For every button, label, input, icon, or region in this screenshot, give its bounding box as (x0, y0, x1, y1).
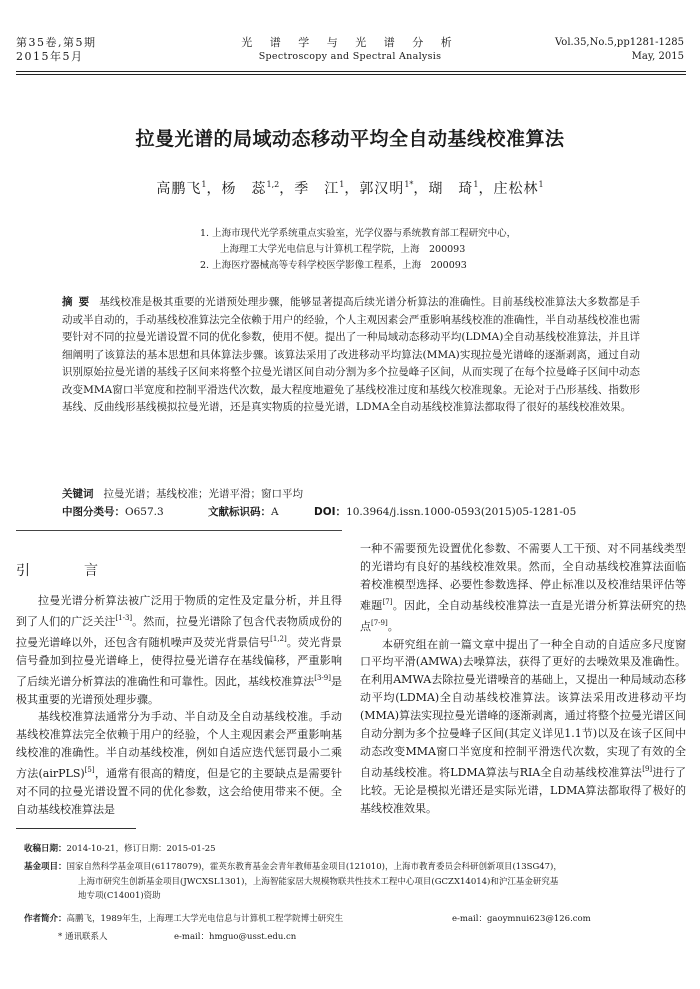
author-affil-mark: 1 (538, 180, 544, 189)
doc-code-label: 文献标识码： (208, 506, 271, 518)
abstract-text: 基线校准是极其重要的光谱预处理步骤，能够显著提高后续光谱分析算法的准确性。目前基线校准算法大多数都是手动或半自动的，手动基线校准算法完全依赖于用户的经验，个人主观因素会严重影响基线校准的准确性，半自动基线校准也需要针对不同的拉曼光谱设置不同的优化参数，使用不便。提出了一种局域动态移动平均(LDMA)全自动基线校准算法，并且详细阐明了该算法的基本思想和具体算法步骤。该算法采用了改进移动平均算法(MMA)实现拉曼光谱峰的逐渐剥离，通过自动识别原始拉曼光谱的基线子区间来将整个拉曼光谱区间自动分割为多个拉曼峰子区间，从而实现了在每个拉曼峰子区间中动态改变MMA窗口半宽度和控制平滑迭代次数，最大程度地避免了基线校准过度和基线欠校准现象。无论对于凸形基线、指数形基线、反曲线形基线模拟拉曼光谱，还是真实物质的拉曼光谱，LDMA全自动基线校准算法都取得了很好的基线校准效果。 (62, 296, 641, 413)
header-rule-thin (16, 74, 686, 75)
author-name: 杨 蕊 (221, 181, 267, 197)
citation: [1,2] (270, 634, 287, 643)
footnote-funding (24, 860, 684, 904)
text-run: 本研究组在前一篇文章中提出了一种全自动的自适应多尺度窗口平均平滑(AMWA)去噪算法，获得了更好的去噪效果及准确性。在利用AMWA去除拉曼光谱噪音的基础上，又提出一种局域动态移动平均(LDMA)全自动基线校准算法。该算法采用改进移动平均(MMA)算法实现拉曼光谱峰的逐渐剥离，通过将整个拉曼光谱区间自动分割为多个拉曼峰子区间(其定义详见1.1节)以及在该子区间中动态改变MMA窗口半宽度和控制平滑迭代次数，实现了有效的全自动基线校准。将LDMA算法与RIA全自动基线校准算法 (360, 637, 686, 779)
affiliation-1-cont: 上海理工大学光电信息与计算机工程学院，上海 200093 (220, 244, 466, 255)
text-run: 。荧光背景信号叠加到拉曼光谱峰上，使得拉曼光谱存在基线偏移，严重影响了后续光谱分析算法的准确性和可靠性。因此，基线校准算法 (16, 635, 342, 688)
citation: [3-9] (314, 673, 331, 682)
citation: [1-3] (115, 613, 133, 622)
footnote-received (24, 842, 684, 857)
citation: [7] (382, 597, 393, 606)
article-title: 拉曼光谱的局域动态移动平均全自动基线校准算法 (135, 128, 565, 150)
author-name: 季 江 (294, 181, 340, 197)
clc-label: 中图分类号： (62, 506, 125, 518)
author-name: 郭汉明 (359, 181, 405, 197)
paragraph (360, 636, 686, 818)
author-list: 高鹏飞$^1$，杨 蕊$^{1,2}$，季 江$^1$，郭汉明$^{1*}$，瑚 琦$^1$，庄松林$^1$ (156, 180, 544, 197)
section-heading: 引 言 (16, 563, 118, 579)
funding-label: 基金项目： (24, 862, 67, 872)
paragraph (16, 708, 342, 818)
header-rule (16, 71, 686, 72)
author-name: 瑚 琦 (428, 181, 474, 197)
paragraph (16, 592, 342, 708)
date-en: May, 2015 (631, 51, 684, 62)
received-value: 2014-10-21，修订日期：2015-01-25 (66, 844, 216, 854)
abstract-label: 摘要 (62, 296, 96, 308)
affiliation-1: 1. 上海市现代光学系统重点实验室，光学仪器与系统教育部工程研究中心， (200, 228, 517, 239)
footnote-author (24, 912, 684, 927)
citation: [7-9] (371, 618, 388, 627)
volume-issue-zh: 第35卷,第5期 (16, 36, 97, 49)
funding-line: 国家自然科学基金项目(61178079)，霍英东教育基金会青年教师基金项目(121010)，上海市教育委员会科研创新项目(13SG47)， (66, 862, 562, 872)
volume-issue-en: Vol.35,No.5,pp1281-1285 (555, 37, 684, 48)
text-run: 拉曼光谱分析算法被广泛用于物质的定性及定量分析，并且得到了人们的广泛关注 (16, 594, 342, 628)
corresponding-label: * 通讯联系人 (58, 932, 108, 942)
affiliations (200, 226, 516, 274)
footnote-rule (16, 828, 136, 829)
text-run: 。然而，拉曼光谱除了包含代表物质成份的拉曼光谱峰以外，还包含有随机噪声及荧光背景信号 (16, 614, 342, 649)
author-bio: 高鹏飞，1989年生，上海理工大学光电信息与计算机工程学院博士研究生 (66, 914, 344, 924)
body-column-right (360, 540, 686, 818)
doi-value: 10.3964/j.issn.1000-0593(2015)05-1281-05 (346, 506, 577, 518)
citation: [9] (642, 764, 653, 773)
body-column-left (16, 592, 342, 819)
author-affil-mark: 1 (339, 180, 345, 189)
keywords-label: 关键词 (62, 488, 94, 500)
abstract (62, 294, 640, 417)
running-header-right (555, 36, 684, 64)
text-run: 一种不需要预先设置优化参数、不需要人工干预、对不同基线类型的光谱均有良好的基线校准效果。然而，全自动基线校准算法面临着校准模型选择、必要性参数选择、停止标准以及校准结果评估等难题 (360, 542, 686, 612)
received-label: 收稿日期： (24, 844, 67, 854)
author-name: 高鹏飞 (156, 181, 202, 197)
footnote-corresponding (24, 930, 684, 945)
classification-row (62, 503, 577, 521)
author-affil-mark: 1* (404, 180, 414, 189)
funding-line: 地专项(C14001)资助 (78, 891, 161, 901)
text-run: ，通常有很高的精度，但是它的主要缺点是需要针对不同的拉曼光谱设置不同的优化参数，这会给使用带来不便。全自动基线校准算法是 (16, 767, 342, 816)
journal-name-zh: 光 谱 学 与 光 谱 分 析 (241, 36, 459, 49)
author-affil-mark: 1 (201, 180, 207, 189)
keywords (62, 485, 642, 503)
funding-line: 上海市研究生创新基金项目(JWCXSL1301)，上海智能家居大规模物联共性技术工程中心项目(GCZX14014)和沪江基金研究基 (78, 876, 559, 887)
clc-value: O657.3 (125, 506, 164, 518)
doc-code-value: A (271, 506, 279, 518)
author-bio-label: 作者简介： (24, 914, 67, 924)
date-zh: 2015年5月 (16, 50, 84, 63)
author-affil-mark: 1,2 (266, 180, 280, 189)
citation: [5] (84, 766, 95, 775)
doi-label: DOI： (314, 506, 347, 518)
text-run: 进行了比较。无论是模拟光谱还是实际光谱，LDMA算法都取得了极好的基线校准效果。 (360, 765, 687, 815)
text-run: 。 (387, 619, 399, 633)
text-run: 基线校准算法通常分为手动、半自动及全自动基线校准。手动基线校准算法完全依赖于用户的经验，个人主观因素会严重影响基线校准的准确性。半自动基线校准，例如自适应迭代惩罚最小二乘方法(airPLS) (16, 710, 342, 781)
author-email: e-mail：gaoymnui623@126.com (452, 914, 591, 924)
section-rule-left (16, 530, 342, 531)
author-affil-mark: 1 (473, 180, 479, 189)
journal-name-en: Spectroscopy and Spectral Analysis (258, 51, 442, 62)
text-run: 是极其重要的光谱预处理步骤。 (16, 674, 342, 706)
corresponding-email: e-mail：hmguo@usst.edu.cn (174, 932, 297, 942)
author-name: 庄松林 (493, 181, 539, 197)
paragraph (360, 540, 686, 636)
affiliation-2: 2. 上海医疗器械高等专科学校医学影像工程系，上海 200093 (200, 260, 467, 271)
keywords-text: 拉曼光谱；基线校准；光谱平滑；窗口平均 (103, 488, 303, 500)
text-run: 。因此，全自动基线校准算法一直是光谱分析算法研究的热点 (360, 598, 686, 633)
